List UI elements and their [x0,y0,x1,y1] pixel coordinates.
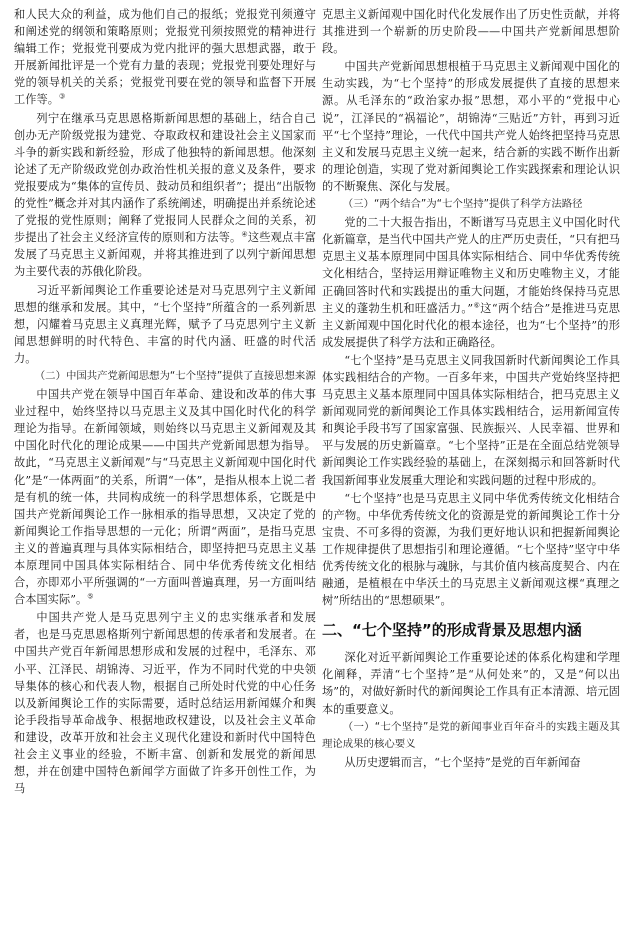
footnote-marker: ③ [58,92,66,101]
paragraph-text: 中国共产党在领导中国百年革命、建设和改革的伟大事业过程中，始终坚持以马克思主义及其中国化时代化的科学理论为指导。在新闻领域，则始终以马克思主义新闻观及其中国化时代化的理论成果——中国共产党新闻思想为指导。故此，“马克思主义新闻观”与“马克思主义新闻观中国化时代化”是“一体两面”的关系，所谓“一体”，是指从根本上说二者是有机的统一体，共同构成统一的科学思想体系，它既是中国共产党新闻舆论工作一脉相承的指导思想，又决定了党的新闻舆论工作指导思想的一元化；所谓“两面”，是指马克思主义的普遍真理与具体实际相结合，即坚持把马克思主义基本原理同中国具体实际相结合、同中华优秀传统文化相结合，亦即邓小平所强调的“一方面叫普遍真理，另一方面叫结合本国实际”。 [14,388,316,607]
paragraph [322,352,620,489]
left-column [14,6,316,798]
paragraph [322,58,620,195]
paragraph-text: 习近平新闻舆论工作重要论述是对马克思列宁主义新闻思想的继承和发展。其中，“七个坚持”所蕴含的一系列新思想，闪耀着马克思主义真理光辉，赋予了马克思列宁主义新闻思想鲜明的时代特色、丰富的时代内涵、旺盛的时代活力。 [14,283,316,365]
paragraph-text: 中国共产党新闻思想根植于马克思主义新闻观中国化的生动实践，为“七个坚持”的形成发展提供了直接的思想来源。从毛泽东的“政治家办报”思想，邓小平的“党报中心说”，江泽民的“祸福论”，胡锦涛“三贴近”方针，再到习近平“七个坚持”理论，一代代中国共产党人始终把坚持马克思主义和发展马克思主义统一起来，结合新的实践不断作出新的理论创造，实现了党对新闻舆论工作实践探索和理论认识的不断聚焦、深化与发展。 [322,60,620,193]
paragraph [322,6,620,57]
paragraph [14,6,316,109]
paragraph-text: （一）“七个坚持”是党的新闻事业百年奋斗的实践主题及其理论成果的核心要义 [322,720,620,750]
paragraph-text: 和人民大众的利益，成为他们自己的报纸；党报党刊须遵守和阐述党的纲领和策略原则；党报党刊须按照党的精神进行编辑工作；党报党刊要成为党内批评的强大思想武器，敢于开展新闻批评是一个党有力量的表现；党报党刊要处理好与党的领导机关的关系；党报党刊要在党的领导和监督下开展工作等。 [14,8,316,107]
paragraph [14,110,316,281]
paragraph-text: （三）“两个结合”为“七个坚持”提供了科学方法路径 [342,198,583,211]
paragraph-text: 这些观点丰富发展了马克思主义新闻观，并将其推进到了以列宁新闻思想为主要代表的苏俄化阶段。 [14,231,316,279]
paragraph [322,754,620,771]
paragraph [14,282,316,367]
paragraph-text: 从历史逻辑而言，“七个坚持”是党的百年新闻奋 [344,755,581,769]
footnote-marker: ⑥ [473,300,481,309]
subsection-heading [322,719,620,753]
paragraph-text: 二、“七个坚持”的形成背景及思想内涵 [322,621,582,640]
paragraph-text: 列宁在继承马克思恩格斯新闻思想的基础上，结合自己创办无产阶级党报为建党、夺取政权和建设社会主义国家而斗争的新实践和新经验，形成了他独特的新闻思想。他深刻论述了无产阶级政党创办政治性机关报的意义及条件，要求党报要成为“集体的宣传员、鼓动员和组织者”；提出“出版物的党性”概念并对其内涵作了系统阐述，明确提出并系统论述了党报的党性原则；阐释了党报同人民群众之间的关系，初步提出了社会主义经济宣传的原则和方法等。 [14,111,316,245]
right-column [322,6,620,772]
paragraph-text: “七个坚持”也是马克思主义同中华优秀传统文化相结合的产物。中华优秀传统文化的资源是党的新闻舆论工作十分宝贵、不可多得的资源，为我们更好地认识和把握新闻舆论工作规律提供了思想指引和理论遵循。“七个坚持”坚守中华优秀传统文化的根脉与魂脉，与其价值内核高度契合、内在融通，是植根在中华沃土的马克思主义新闻观这棵“真理之树”所结出的“思想硕果”。 [322,491,620,608]
paragraph-text: 党的二十大报告指出，不断谱写马克思主义中国化时代化新篇章，是当代中国共产党人的庄严历史责任，“只有把马克思主义基本原理同中国具体实际相结合、同中华优秀传统文化相结合，坚持运用辩证唯物主义和历史唯物主义，才能正确回答时代和实践提出的重大问题，才能始终保持马克思主义的蓬勃生机和旺盛活力。” [322,216,620,315]
footnote-marker: ④ [241,230,248,239]
section-heading [322,619,620,641]
subsection-heading [14,368,316,385]
subsection-heading [322,196,620,213]
paragraph-text: 中国共产党人是马克思列宁主义的忠实继承者和发展者，也是马克思恩格斯列宁新闻思想的传承者和发展者。在中国共产党百年新闻思想形成和发展的过程中，毛泽东、邓小平、江泽民、胡锦涛、习近平，作为不同时代党的中央领导集体的核心和代表人物，根据自己所处时代党的中心任务以及新闻舆论工作的实际需要，适时总结运用新闻媒介和舆论手段指导革命战争、根据地政权建设，以及社会主义革命和建设，改革开放和社会主义现代化建设和新时代中国特色社会主义事业的经验，不断丰富、创新和发展党的新闻思想，并在创建中国特色新闻学方面做了许多开创性工作，为马 [14,611,316,796]
paragraph [322,490,620,610]
paragraph [14,386,316,608]
paragraph-text: 深化对近平新闻舆论工作重要论述的体系化构建和学理化阐释，弄清“七个坚持”是“从何处来”的，又是“何以出场”的，对做好新时代的新闻舆论工作具有正本清源、培元固本的重要意义。 [322,651,620,716]
paragraph-text: （二）中国共产党新闻思想为“七个坚持”提供了直接思想来源 [34,369,316,382]
paragraph [14,609,316,797]
paragraph [322,214,620,351]
paragraph [322,649,620,717]
paragraph-text: 克思主义新闻观中国化时代化发展作出了历史性贡献，并将其推进到一个崭新的历史阶段——中国共产党新闻思想阶段。 [322,8,620,56]
footnote-marker: ⑤ [87,592,94,601]
paragraph-text: “七个坚持”是马克思主义同我国新时代新闻舆论工作具体实践相结合的产物。一百多年来，中国共产党始终坚持把马克思主义基本原理同中国具体实际相结合，把马克思主义新闻观同党的新闻舆论工作具体实践相结合，运用新闻宣传和舆论手段书写了国家富强、民族振兴、人民幸福、世界和平与发展的历史新篇章。“七个坚持”正是在全面总结党领导新闻舆论工作实践经验的基础上，在深刻揭示和回答新时代我国新闻事业发展重大理论和实践问题的过程中形成的。 [322,353,620,487]
paragraph-text: 这“两个结合”是推进马克思主义新闻观中国化时代化的根本途径，也为“七个坚持”的形成发展提供了科学方法和正确路径。 [322,301,621,349]
